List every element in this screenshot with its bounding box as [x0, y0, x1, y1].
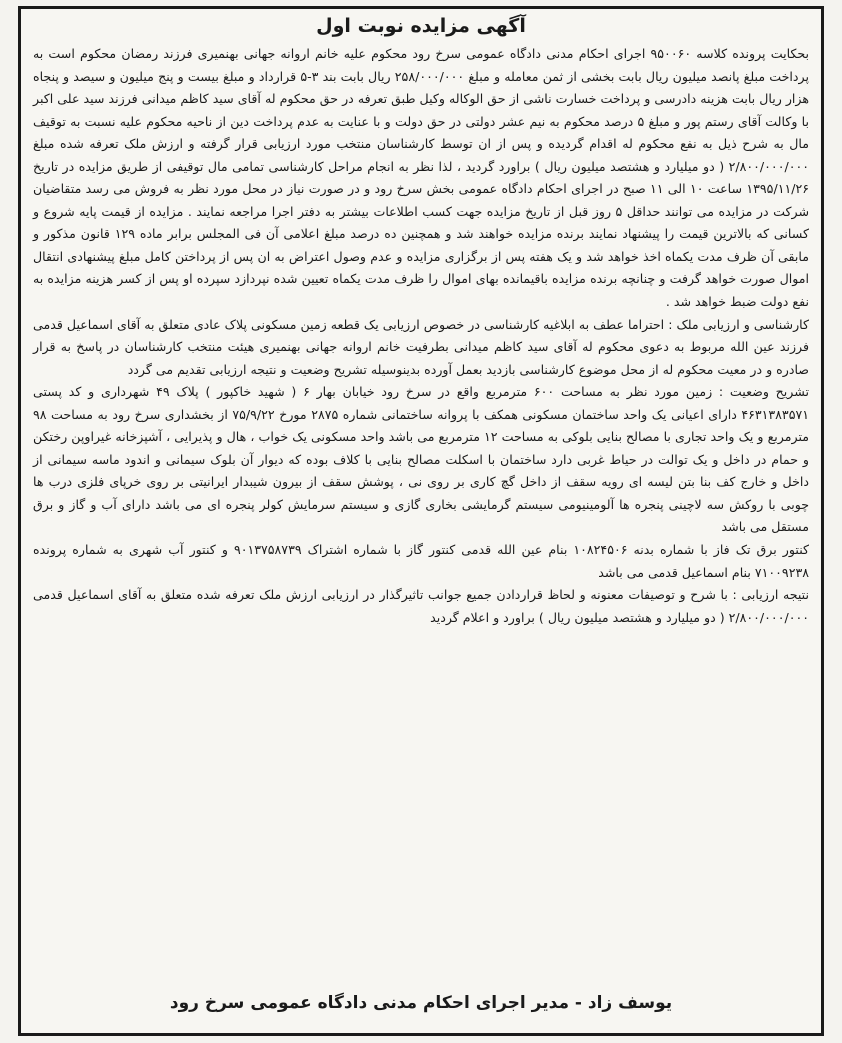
paragraph-valuation-result: نتیجه ارزیابی : با شرح و توصیفات معنونه و لحاظ قراردادن جمیع جوانب تاثیرگذار در ارزیابی ارزش ملک تعرفه شده متعلق به آقای اسماعیل قدمی ۲/۸۰۰/۰۰۰/۰۰۰ ( دو میلیارد و هشتصد میلیون ریال ) براورد و اعلام گردید: [33, 587, 809, 625]
notice-body: [21, 43, 821, 629]
notice-signature: یوسف زاد - مدیر اجرای احکام مدنی دادگاه عمومی سرخ رود: [169, 993, 673, 1013]
paragraph-utility-meters: کنتور برق تک فاز با شماره بدنه ۱۰۸۲۴۵۰۶ بنام عین الله قدمی کنتور گاز با شماره اشتراک ۹۰۱۳۷۵۸۷۳۹ و کنتور آب شهری به شماره پرونده ۷۱۰۰۹۲۳۸ بنام اسماعیل قدمی می باشد: [33, 542, 809, 580]
notice-title: آگهی مزایده نوبت اول: [316, 15, 526, 37]
paragraph-ruling-and-auction: بحکایت پرونده کلاسه ۹۵۰۰۶۰ اجرای احکام مدنی دادگاه عمومی سرخ رود محکوم علیه خانم اروانه جهانی بهنمیری فرزند رمضان محکوم است به پرداخت مبلغ پانصد میلیون ریال بابت بخشی از ثمن معامله و مبلغ ۲۵۸/۰۰۰/۰۰۰ ریال بابت بند ۳-۵ قرارداد و مبلغ بیست و پنج میلیون و سیصد و پنجاه هزار ریال بابت هزینه دادرسی و پرداخت خسارت ناشی از حق الوکاله وکیل طبق تعرفه در حق محکوم له آقای سید کاظم میدانی فرزند سید علی اکبر با وکالت آقای رستم پور و مبلغ ۵ درصد محکوم به نیم عشر دولتی در حق دولت و با عنایت به عدم پرداخت دین از ناحیه محکوم علیه نسبت به توقیف مال به شرح ذیل به نفع محکوم له اقدام گردیده و پس از ان توسط کارشناسان منتخب مورد ارزیابی قرار گرفته و ارزش ملک تعرفه شده مبلغ ۲/۸۰۰/۰۰۰/۰۰۰ ( دو میلیارد و هشتصد میلیون ریال ) براورد گردید ، لذا نظر به انجام مراحل کارشناسی تمامی مال توقیفی از طریق مزایده در تاریخ ۱۳۹۵/۱۱/۲۶ ساعت ۱۰ الی ۱۱ صبح در اجرای احکام دادگاه عمومی بخش سرخ رود و در صورت نیاز در محل مورد نظر به فروش می رسد متقاضیان شرکت در مزایده می توانند حداقل ۵ روز قبل از تاریخ مزایده جهت کسب اطلاعات بیشتر به دفتر اجرا مراجعه نمایند . مزایده از قیمت پایه شروع و کسانی که بالاترین قیمت را پیشنهاد نمایند برنده مزایده خواهند شد و همچنین ده درصد مبلغ اعلامی آن فی المجلس برابر ماده ۱۲۹ قانون مذکور و مابقی آن ظرف مدت یکماه اخذ خواهد شد و یک هفته پس از برگزاری مزایده و عدم وصول اعتراض به ان پس از پرداختن کامل مبلغ پیشنهادی انتقال اموال صورت خواهد گرفت و چنانچه برنده مزایده باقیمانده بهای اموال را ظرف مدت یکماه تعیین شده نپردازد سپرده او پس از کسر هزینه مزایده به نفع دولت ضبط خواهد شد .: [33, 46, 810, 310]
paragraph-expert-assessment: کارشناسی و ارزیابی ملک : احتراما عطف به ابلاغیه کارشناسی در خصوص ارزیابی یک قطعه زمین مسکونی پلاک عادی متعلق به آقای اسماعیل قدمی فرزند عین الله مربوط به دعوی محکوم له آقای سید کاظم میدانی بطرفیت خانم اروانه جهانی بهنمیری هیئت منتخب کارشناسان در پاسخ به قرار صادره و در معیت محکوم له از محل موضوع کارشناسی بازدید بعمل آورده بدینوسیله تشریح وضعیت و نتیجه ارزیابی تقدیم می گردد: [33, 316, 809, 377]
auction-notice: [18, 6, 824, 1036]
paragraph-property-description: تشریح وضعیت : زمین مورد نظر به مساحت ۶۰۰ مترمربع واقع در سرخ رود خیابان بهار ۶ ( شهید خاکپور ) پلاک ۴۹ شهرداری و کد پستی ۴۶۳۱۳۸۳۵۷۱ دارای اعیانی یک واحد ساختمان مسکونی همکف با پروانه ساختمانی شماره ۲۸۷۵ مورخ ۷۵/۹/۲۲ از بخشداری سرخ رود به مساحت ۹۸ مترمربع و یک واحد تجاری با مصالح بنایی بلوکی به مساحت ۱۲ مترمربع می باشد واحد مسکونی یک خواب ، هال و پذیرایی ، آشپزخانه غیراوپن رختکن و حمام در داخل و یک توالت در حیاط غربی دارد ساختمان با اسکلت مصالح بنایی با کلاف بوده که دیوار آن بلوک سیمانی و اندود ماسه سیمانی از داخل و خارج کف بنا بتن لیسه ای رویه سقف از داخل گچ کاری بر روی نی ، پوشش سقف از بیرون شیبدار ایرانیتی بر روی خرپای فلزی درب ها چوبی با روکش سه لاچینی پنجره ها آلومینیومی سیستم گرمایشی بخاری گازی و سیستم سرمایش کولر پنجره ای می باشد دارای آب و گاز و برق مستقل می باشد: [33, 384, 809, 535]
